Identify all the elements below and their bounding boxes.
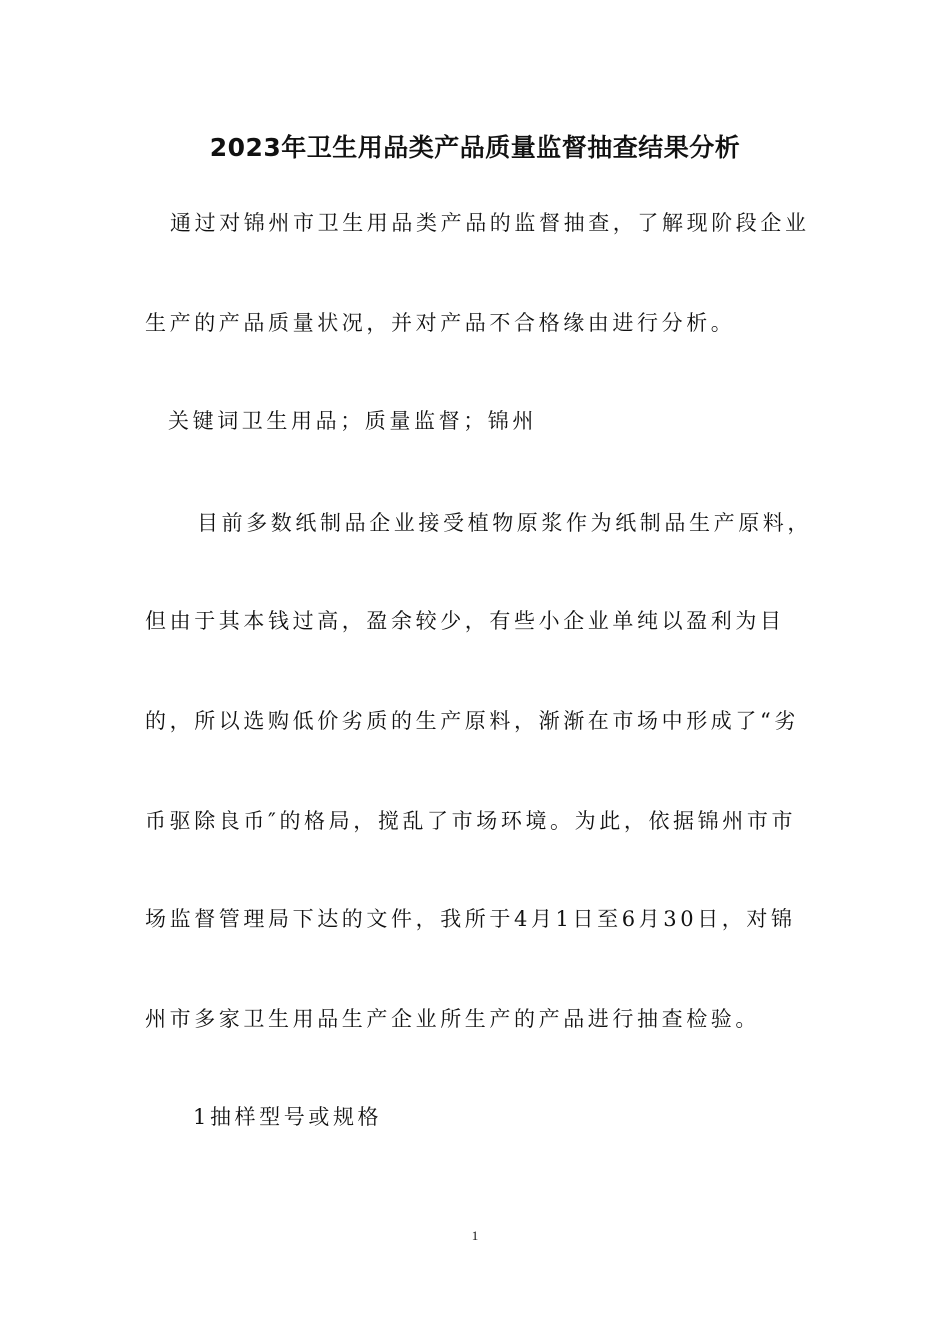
body-line: 场监督管理局下达的文件，我所于4月1日至6月30日，对锦 [145, 907, 796, 931]
body-line: 目前多数纸制品企业接受植物原浆作为纸制品生产原料， [197, 511, 812, 535]
abstract-line: 通过对锦州市卫生用品类产品的监督抽查，了解现阶段企业 [170, 211, 810, 235]
body-line: 币驱除良币″的格局，搅乱了市场环境。为此，依据锦州市市 [145, 809, 797, 833]
section-heading: 1抽样型号或规格 [193, 1105, 383, 1129]
document-title: 2023年卫生用品类产品质量监督抽查结果分析 [209, 133, 741, 162]
body-line: 但由于其本钱过高，盈余较少，有些小企业单纯以盈利为目 [145, 609, 785, 633]
body-line: 州市多家卫生用品生产企业所生产的产品进行抽查检验。 [145, 1007, 760, 1031]
keywords-line: 关键词卫生用品；质量监督；锦州 [168, 409, 537, 433]
page-number: 1 [471, 1228, 479, 1243]
abstract-line: 生产的产品质量状况，并对产品不合格缘由进行分析。 [145, 311, 736, 335]
body-line: 的，所以选购低价劣质的生产原料，渐渐在市场中形成了“劣 [145, 709, 799, 733]
